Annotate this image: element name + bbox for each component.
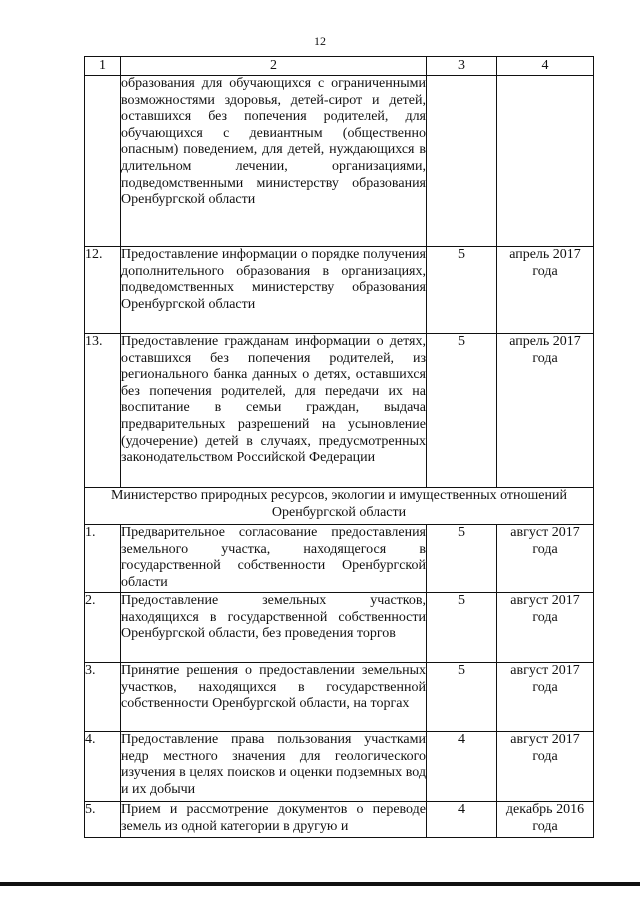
row-col3: 5 [427,663,497,732]
row-col4: декабрь 2016 года [497,802,594,838]
row-col4 [497,76,594,247]
row-col4: август 2017 года [497,593,594,663]
row-col3: 5 [427,334,497,488]
row-description: Принятие решения о предоставлении земельных участков, находящихся в государственной собственности Оренбургской области, на торгах [121,663,427,732]
table-row [85,525,594,593]
table-row [85,802,594,838]
row-col3: 4 [427,732,497,802]
row-number: 3. [85,663,121,732]
row-col4: август 2017 года [497,732,594,802]
row-number: 13. [85,334,121,488]
bottom-border-line [0,882,640,886]
row-description: Предоставление гражданам информации о детях, оставшихся без попечения родителей, из регионального банка данных о детях, оставшихся без попечения родителей, для передачи их на воспитание в семьи граждан, выдача предварительных разрешений на усыновление (удочерение) детей в случаях, предусмотренных законодательством Российской Федерации [121,334,427,488]
table-row [85,247,594,334]
row-col3: 5 [427,593,497,663]
row-description: Предоставление информации о порядке получения дополнительного образования в организациях, подведомственных министерству образования Оренбургской области [121,247,427,334]
table-row [85,334,594,488]
row-col3: 5 [427,247,497,334]
row-col3: 4 [427,802,497,838]
services-table [84,56,594,838]
row-description: Предоставление права пользования участками недр местного значения для геологического изучения в целях поисков и оценки подземных вод и их добычи [121,732,427,802]
row-description: Прием и рассмотрение документов о переводе земель из одной категории в другую и [121,802,427,838]
row-number: 2. [85,593,121,663]
row-description: образования для обучающихся с ограниченными возможностями здоровья, детей-сирот и детей, оставшихся без попечения родителей, для обучающихся с девиантным (общественно опасным) поведением, для детей, нуждающихся в длительном лечении, организациями, подведомственными министерству образования Оренбургской области [121,76,427,247]
row-number: 1. [85,525,121,593]
table-row-continuation [85,76,594,247]
row-col4: апрель 2017 года [497,334,594,488]
row-col4: август 2017 года [497,663,594,732]
row-number: 5. [85,802,121,838]
row-number: 4. [85,732,121,802]
row-number [85,76,121,247]
table-row [85,663,594,732]
table-row [85,732,594,802]
row-number: 12. [85,247,121,334]
table-row [85,593,594,663]
header-col-3: 3 [427,57,497,76]
page-number: 12 [314,34,326,48]
section-title: Министерство природных ресурсов, экологии и имущественных отношений Оренбургской области [85,488,594,525]
row-description: Предварительное согласование предоставления земельного участка, находящегося в государственной собственности Оренбургской области [121,525,427,593]
row-description: Предоставление земельных участков, находящихся в государственной собственности Оренбургской области, без проведения торгов [121,593,427,663]
row-col3: 5 [427,525,497,593]
row-col3 [427,76,497,247]
row-col4: апрель 2017 года [497,247,594,334]
table-header-row [85,57,594,76]
header-col-2: 2 [121,57,427,76]
header-col-1: 1 [85,57,121,76]
section-row [85,488,594,525]
header-col-4: 4 [497,57,594,76]
row-col4: август 2017 года [497,525,594,593]
